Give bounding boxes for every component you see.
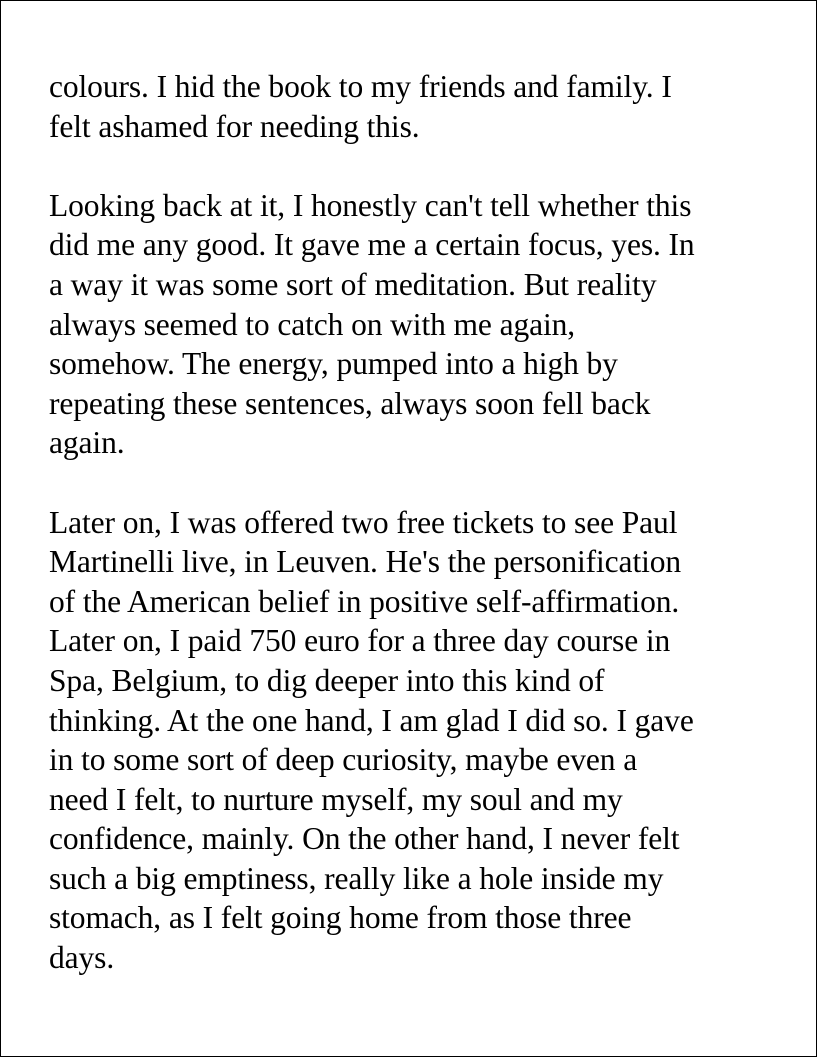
text-line: always seemed to catch on with me again,: [49, 306, 576, 342]
paragraph-spacer: [49, 463, 789, 503]
document-body: [49, 67, 789, 978]
text-line: did me any good. It gave me a certain focus, yes. In: [49, 227, 695, 263]
text-line: Later on, I paid 750 euro for a three day course in: [49, 623, 671, 659]
text-line: such a big emptiness, really like a hole inside my: [49, 860, 664, 896]
text-line: felt ashamed for needing this.: [49, 108, 420, 144]
text-line: thinking. At the one hand, I am glad I did so. I gave: [49, 702, 694, 738]
text-line: a way it was some sort of meditation. But reality: [49, 266, 657, 302]
text-line: days.: [49, 940, 115, 976]
text-line: Spa, Belgium, to dig deeper into this kind of: [49, 662, 605, 698]
text-line: repeating these sentences, always soon fell back: [49, 385, 651, 421]
paragraph: [49, 186, 789, 463]
text-line: Martinelli live, in Leuven. He's the personification: [49, 544, 682, 580]
paragraph: [49, 67, 789, 146]
paragraph: [49, 503, 789, 978]
text-line: confidence, mainly. On the other hand, I never felt: [49, 821, 680, 857]
text-line: need I felt, to nurture myself, my soul and my: [49, 781, 623, 817]
text-line: somehow. The energy, pumped into a high by: [49, 346, 618, 382]
text-line: Later on, I was offered two free tickets to see Paul: [49, 504, 678, 540]
text-line: again.: [49, 425, 125, 461]
text-line: Looking back at it, I honestly can't tell whether this: [49, 187, 692, 223]
text-line: in to some sort of deep curiosity, maybe even a: [49, 742, 638, 778]
text-line: colours. I hid the book to my friends and family. I: [49, 69, 672, 104]
paragraph-spacer: [49, 146, 789, 186]
text-line: of the American belief in positive self-affirmation.: [49, 583, 680, 619]
text-line: stomach, as I felt going home from those three: [49, 900, 632, 936]
